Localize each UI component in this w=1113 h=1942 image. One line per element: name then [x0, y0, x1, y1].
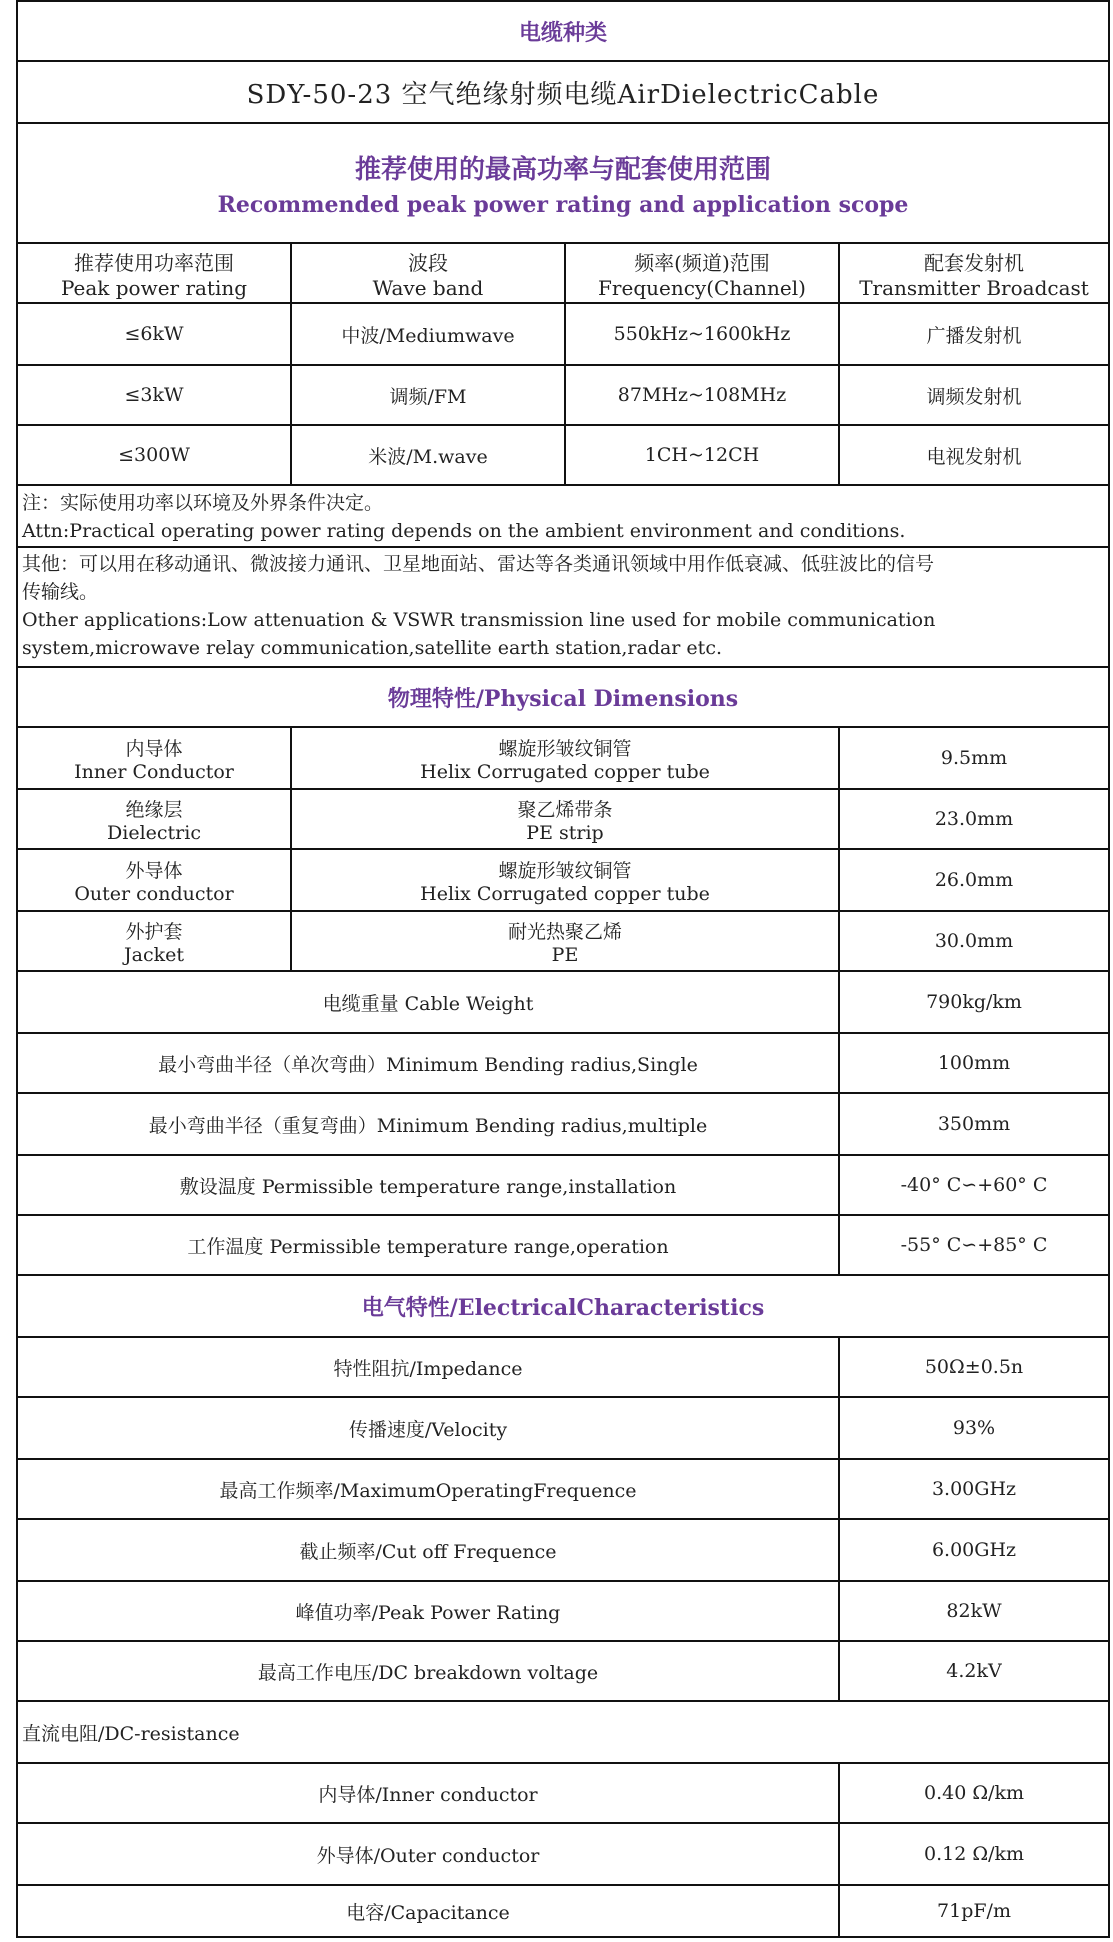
physical-title: 物理特性/Physical Dimensions — [387, 685, 739, 712]
component-desc-cn: 螺旋形皱纹铜管 — [498, 859, 632, 882]
property-label: 最高工作电压/DC breakdown voltage — [257, 1661, 599, 1684]
property-label: 最高工作频率/MaximumOperatingFrequence — [219, 1479, 637, 1502]
component-value: 30.0mm — [838, 912, 1108, 970]
table-row — [18, 304, 1108, 366]
component-value: 23.0mm — [838, 790, 1108, 848]
table-row — [18, 1216, 1108, 1276]
component-desc-en: Helix Corrugated copper tube — [420, 760, 710, 783]
power-cell: ≤3kW — [124, 384, 184, 406]
dc-resistance-label: 直流电阻/DC-resistance — [22, 1722, 240, 1745]
note-en: Attn:Practical operating power rating depends on the ambient environment and conditions. — [22, 520, 906, 542]
property-label: 工作温度 Permissible temperature range,operation — [187, 1235, 669, 1258]
electrical-title: 电气特性/ElectricalCharacteristics — [361, 1294, 765, 1321]
property-label: 敷设温度 Permissible temperature range,installation — [179, 1175, 677, 1198]
table-row — [18, 1582, 1108, 1642]
header-category-row — [18, 0, 1108, 62]
power-title-cn: 推荐使用的最高功率与配套使用范围 — [354, 154, 771, 185]
component-desc-cn: 耐光热聚乙烯 — [507, 920, 622, 943]
frequency-cell: 87MHz~108MHz — [564, 366, 838, 424]
component-name-en: Inner Conductor — [74, 760, 234, 783]
property-value: 0.12 Ω/km — [838, 1824, 1108, 1884]
component-desc-en: PE — [551, 943, 579, 966]
property-label: 电容/Capacitance — [346, 1901, 510, 1924]
component-desc-cn: 聚乙烯带条 — [517, 798, 613, 821]
table-row — [18, 1460, 1108, 1520]
property-value: 82kW — [838, 1582, 1108, 1640]
table-row — [18, 912, 1108, 972]
property-label: 最小弯曲半径（单次弯曲）Minimum Bending radius,Single — [158, 1053, 698, 1076]
property-value: 350mm — [838, 1094, 1108, 1154]
property-value: 3.00GHz — [838, 1460, 1108, 1518]
spec-sheet — [16, 0, 1110, 1938]
power-title-en: Recommended peak power rating and application scope — [217, 191, 909, 218]
property-value: 50Ω±0.5n — [838, 1338, 1108, 1396]
other-en-line1: Other applications:Low attenuation & VSWR transmission line used for mobile communication — [22, 609, 936, 631]
property-label: 峰值功率/Peak Power Rating — [295, 1601, 561, 1624]
component-name-cn: 内导体 — [125, 737, 183, 760]
cable-name-row — [18, 62, 1108, 124]
table-row — [18, 426, 1108, 486]
table-row — [18, 1338, 1108, 1398]
note-row — [18, 486, 1108, 548]
table-row — [18, 850, 1108, 912]
component-name-cn: 外护套 — [125, 920, 183, 943]
component-name-cn: 绝缘层 — [125, 798, 183, 821]
property-value: 790kg/km — [838, 972, 1108, 1032]
power-cell: ≤300W — [118, 444, 190, 466]
table-row — [18, 366, 1108, 426]
component-name-en: Outer conductor — [74, 882, 234, 905]
property-value: 6.00GHz — [838, 1520, 1108, 1580]
band-cell: 中波/Mediumwave — [290, 304, 564, 364]
electrical-title-row — [18, 1276, 1108, 1338]
power-table-header — [18, 244, 1108, 304]
power-section-title-row — [18, 124, 1108, 244]
note-cn: 注：实际使用功率以环境及外界条件决定。 — [22, 492, 384, 514]
table-row — [18, 1642, 1108, 1702]
property-value: 71pF/m — [838, 1886, 1108, 1936]
frequency-cell: 550kHz~1600kHz — [564, 304, 838, 364]
component-value: 26.0mm — [838, 850, 1108, 910]
component-value: 9.5mm — [838, 728, 1108, 788]
table-row — [18, 972, 1108, 1034]
col-header-transmitter: 配套发射机 Transmitter Broadcast — [838, 244, 1108, 302]
table-row — [18, 1156, 1108, 1216]
other-cn-line1: 其他：可以用在移动通讯、微波接力通讯、卫星地面站、雷达等各类通讯领域中用作低衰减、低驻波比的信号 — [22, 553, 935, 575]
other-applications-row — [18, 548, 1108, 668]
table-row — [18, 1824, 1108, 1886]
property-value: 4.2kV — [838, 1642, 1108, 1700]
component-name-cn: 外导体 — [125, 859, 183, 882]
band-cell: 米波/M.wave — [290, 426, 564, 484]
property-label: 最小弯曲半径（重复弯曲）Minimum Bending radius,multiple — [148, 1114, 708, 1137]
property-value: 93% — [838, 1398, 1108, 1458]
dc-resistance-row — [18, 1702, 1108, 1764]
table-row — [18, 1034, 1108, 1094]
property-label: 外导体/Outer conductor — [316, 1844, 540, 1867]
transmitter-cell: 广播发射机 — [838, 304, 1108, 364]
category-label: 电缆种类 — [518, 19, 607, 46]
transmitter-cell: 调频发射机 — [838, 366, 1108, 424]
band-cell: 调频/FM — [290, 366, 564, 424]
property-value: -55° C∽+85° C — [838, 1216, 1108, 1274]
col-header-frequency: 频率(频道)范围 Frequency(Channel) — [564, 244, 838, 302]
table-row — [18, 1094, 1108, 1156]
component-desc-en: Helix Corrugated copper tube — [420, 882, 710, 905]
table-row — [18, 1398, 1108, 1460]
property-label: 截止频率/Cut off Frequence — [299, 1540, 557, 1563]
col-header-band: 波段 Wave band — [290, 244, 564, 302]
other-en-line2: system,microwave relay communication,satellite earth station,radar etc. — [22, 637, 722, 659]
power-cell: ≤6kW — [124, 323, 184, 345]
component-name-en: Jacket — [124, 943, 184, 966]
property-label: 传播速度/Velocity — [348, 1418, 508, 1441]
property-value: 0.40 Ω/km — [838, 1764, 1108, 1822]
transmitter-cell: 电视发射机 — [838, 426, 1108, 484]
table-row — [18, 1520, 1108, 1582]
table-row — [18, 1886, 1108, 1936]
component-name-en: Dielectric — [107, 821, 201, 844]
property-value: 100mm — [838, 1034, 1108, 1092]
table-row — [18, 728, 1108, 790]
cable-name: SDY-50-23 空气绝缘射频电缆AirDielectricCable — [246, 79, 880, 110]
table-row — [18, 790, 1108, 850]
component-desc-cn: 螺旋形皱纹铜管 — [498, 737, 632, 760]
property-label: 特性阻抗/Impedance — [333, 1357, 523, 1380]
frequency-cell: 1CH~12CH — [564, 426, 838, 484]
physical-title-row — [18, 668, 1108, 728]
col-header-power: 推荐使用功率范围 Peak power rating — [60, 250, 248, 300]
property-label: 电缆重量 Cable Weight — [322, 992, 534, 1015]
other-cn-line2: 传输线。 — [22, 581, 99, 603]
property-value: -40° C∽+60° C — [838, 1156, 1108, 1214]
component-desc-en: PE strip — [526, 821, 604, 844]
property-label: 内导体/Inner conductor — [318, 1783, 538, 1806]
table-row — [18, 1764, 1108, 1824]
